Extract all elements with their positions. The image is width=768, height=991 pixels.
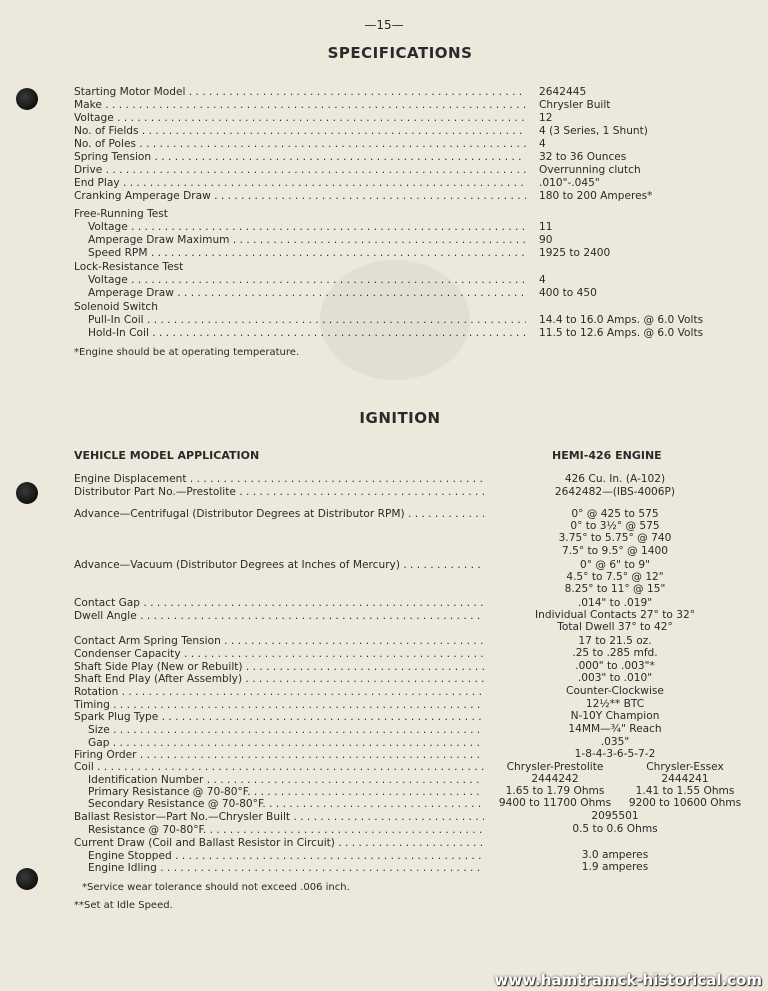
specs-footnote: *Engine should be at operating temperature.	[74, 347, 300, 358]
ignition-row: Contact Arm Spring Tension . . .	[74, 635, 484, 648]
ignition-row: Condenser Capacity . . .	[74, 648, 484, 661]
ignition-row: Engine Displacement . . .	[74, 473, 484, 486]
ignition-row: Advance—Vacuum (Distributor Degrees at Inches of Mercury) . . .	[74, 559, 484, 572]
ignition-value: 426 Cu. In. (A-102)	[564, 473, 666, 485]
ignition-value: 7.5° to 9.5° @ 1400	[562, 545, 668, 557]
coil-left-value: 1.65 to 1.79 Ohms	[505, 785, 605, 797]
spec-row: Pull-In Coil . . .	[88, 314, 526, 327]
ignition-value: 12½** BTC	[585, 698, 645, 710]
coil-left-header: Chrysler-Prestolite	[506, 761, 604, 773]
ignition-value: 2642482—(IBS-4006P)	[554, 486, 676, 498]
ignition-value: 0° to 3½° @ 575	[570, 520, 660, 532]
spec-row: No. of Poles . . .	[74, 138, 526, 151]
spec-row: Spring Tension . . .	[74, 151, 526, 164]
spec-row: Voltage . . .	[74, 112, 526, 125]
spec-row: Starting Motor Model . . .	[74, 86, 526, 99]
spec-value: Overrunning clutch	[539, 164, 641, 176]
spec-value: 400 to 450	[539, 287, 597, 299]
ignition-row: Rotation . . .	[74, 686, 484, 699]
ignition-value: Total Dwell 37° to 42°	[557, 621, 673, 633]
spec-row: Hold-In Coil . . .	[88, 327, 526, 340]
specifications-heading: SPECIFICATIONS	[327, 44, 473, 62]
spec-value: 11.5 to 12.6 Amps. @ 6.0 Volts	[539, 327, 704, 339]
spec-row: Cranking Amperage Draw . . .	[74, 190, 526, 203]
ignition-row: Shaft Side Play (New or Rebuilt) . . .	[74, 661, 484, 674]
ignition-row: Timing . . .	[74, 699, 484, 712]
binder-hole	[16, 482, 38, 504]
ignition-value: 0.5 to 0.6 Ohms	[572, 823, 658, 835]
binder-hole	[16, 868, 38, 890]
spec-value: 4	[539, 274, 546, 286]
column-header-application: VEHICLE MODEL APPLICATION	[74, 449, 260, 462]
ignition-value: .035"	[600, 736, 630, 748]
ignition-value: 4.5° to 7.5° @ 12"	[566, 571, 664, 583]
ignition-row: Firing Order . . .	[74, 749, 484, 762]
spec-value: Chrysler Built	[539, 99, 611, 111]
spec-row: End Play . . .	[74, 177, 526, 190]
spec-row: Speed RPM . . .	[88, 247, 526, 260]
ignition-value: N-10Y Champion	[570, 710, 660, 722]
spec-row: Voltage . . .	[88, 274, 526, 287]
coil-right-header: Chrysler-Essex	[646, 761, 724, 773]
spec-value: 2642445	[539, 86, 587, 98]
ignition-footnote-2: **Set at Idle Speed.	[74, 900, 173, 911]
spec-row: Drive . . .	[74, 164, 526, 177]
spec-value: 4 (3 Series, 1 Shunt)	[539, 125, 648, 137]
ignition-row: Size . . .	[88, 724, 484, 737]
ignition-row: Spark Plug Type . . .	[74, 711, 484, 724]
ignition-value: .014" to .019"	[577, 597, 653, 609]
coil-right-value: 1.41 to 1.55 Ohms	[635, 785, 735, 797]
spec-value: 1925 to 2400	[539, 247, 611, 259]
ignition-heading: IGNITION	[359, 409, 441, 427]
ignition-value: 0° @ 6" to 9"	[580, 559, 650, 571]
ignition-value: 2095501	[591, 810, 639, 822]
coil-row: Coil . . .	[74, 761, 484, 774]
ignition-value: 17 to 21.5 oz.	[578, 635, 652, 647]
coil-row: Identification Number . . .	[88, 774, 484, 787]
ignition-value: 1.9 amperes	[581, 861, 649, 873]
ignition-value: 14MM—¾" Reach	[568, 723, 662, 735]
page-number: —15—	[364, 18, 404, 32]
ignition-value: Counter-Clockwise	[566, 685, 664, 697]
column-header-engine: HEMI-426 ENGINE	[552, 449, 662, 462]
spec-value: 90	[539, 234, 553, 246]
spec-row: Amperage Draw . . .	[88, 287, 526, 300]
ignition-value: .25 to .285 mfd.	[572, 647, 658, 659]
watermark: www.hamtramck-historical.com	[494, 971, 762, 989]
ignition-row: Engine Idling . . .	[88, 862, 484, 875]
coil-row: Primary Resistance @ 70-80°F. . . .	[88, 786, 484, 799]
ignition-row: Ballast Resistor—Part No.—Chrysler Built . . .	[74, 811, 484, 824]
ignition-value: 1-8-4-3-6-5-7-2	[574, 748, 656, 760]
spec-value: 32 to 36 Ounces	[539, 151, 627, 163]
spec-value: 11	[539, 221, 553, 233]
spec-subheading: Solenoid Switch	[74, 301, 158, 313]
spec-subheading: Lock-Resistance Test	[74, 261, 184, 273]
ignition-row: Resistance @ 70-80°F. . . .	[88, 824, 484, 837]
coil-row: Secondary Resistance @ 70-80°F. . . .	[88, 798, 484, 811]
ignition-value: .003" to .010"	[577, 672, 653, 684]
ignition-value: 8.25° to 11° @ 15"	[564, 583, 666, 595]
ignition-value: 3.0 amperes	[581, 849, 649, 861]
ignition-row: Engine Stopped . . .	[88, 850, 484, 863]
ignition-row: Shaft End Play (After Assembly) . . .	[74, 673, 484, 686]
spec-row: No. of Fields . . .	[74, 125, 526, 138]
spec-value: .010"-.045"	[539, 177, 600, 189]
ignition-row: Distributor Part No.—Prestolite . . .	[74, 486, 484, 499]
spec-row: Make . . .	[74, 99, 526, 112]
coil-right-value: 2444241	[661, 773, 709, 785]
spec-value: 4	[539, 138, 546, 150]
coil-right-value: 9200 to 10600 Ohms	[628, 797, 742, 809]
ignition-row: Dwell Angle . . .	[74, 610, 484, 623]
coil-left-value: 2444242	[531, 773, 579, 785]
ignition-value: .000" to .003"*	[575, 660, 655, 672]
ignition-value: 3.75° to 5.75° @ 740	[558, 532, 672, 544]
ignition-footnote-1: *Service wear tolerance should not exceed .006 inch.	[82, 882, 350, 893]
spec-row: Amperage Draw Maximum . . .	[88, 234, 526, 247]
ignition-value: Individual Contacts 27° to 32°	[535, 609, 695, 621]
binder-hole	[16, 88, 38, 110]
coil-left-value: 9400 to 11700 Ohms	[498, 797, 612, 809]
ignition-row: Contact Gap . . .	[74, 597, 484, 610]
spec-value: 180 to 200 Amperes*	[539, 190, 653, 202]
ignition-row: Current Draw (Coil and Ballast Resistor in Circuit) . . .	[74, 837, 484, 850]
ignition-value: 0° @ 425 to 575	[571, 508, 659, 520]
spec-value: 14.4 to 16.0 Amps. @ 6.0 Volts	[539, 314, 704, 326]
ignition-row: Gap . . .	[88, 737, 484, 750]
ignition-row: Advance—Centrifugal (Distributor Degrees at Distributor RPM) . . .	[74, 508, 484, 521]
spec-value: 12	[539, 112, 553, 124]
spec-row: Voltage . . .	[88, 221, 526, 234]
spec-subheading: Free-Running Test	[74, 208, 168, 220]
